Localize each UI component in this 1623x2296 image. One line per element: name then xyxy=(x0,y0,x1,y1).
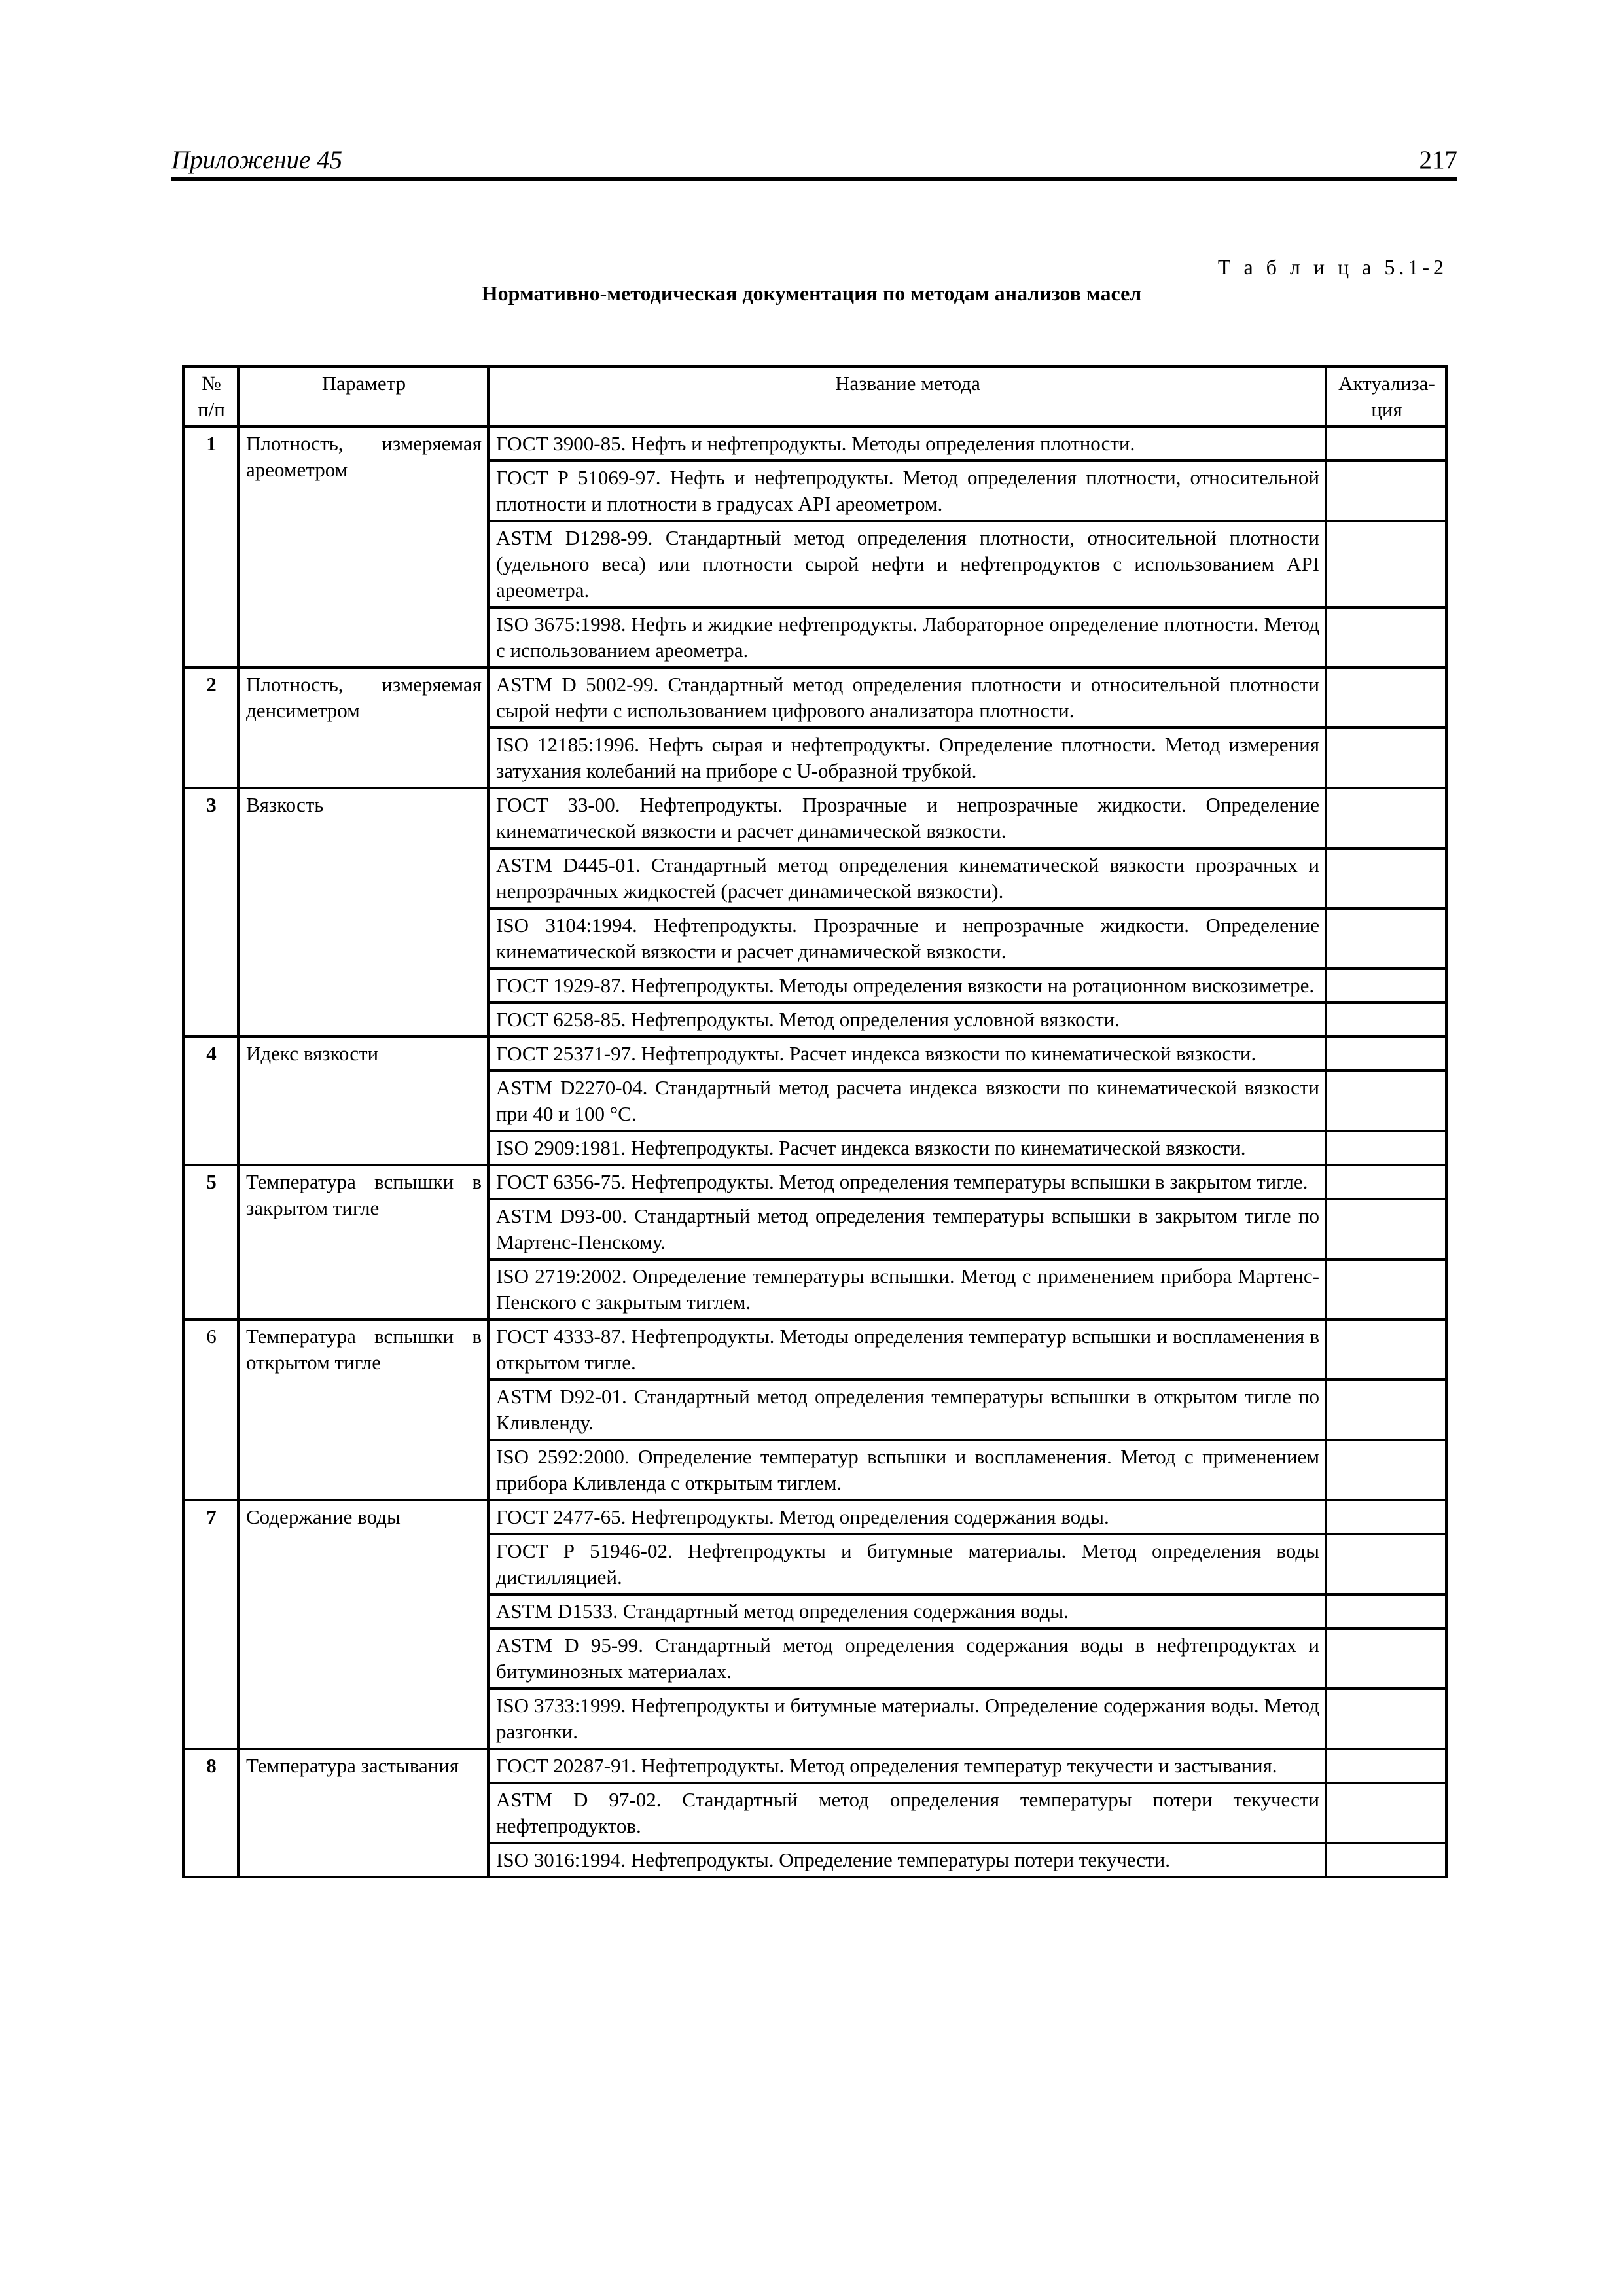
method-cell: ГОСТ 25371-97. Нефтепродукты. Расчет индекса вязкости по кинематической вязкости. xyxy=(488,1037,1326,1071)
table-body xyxy=(183,427,1446,1877)
page-number: 217 xyxy=(1419,146,1457,174)
row-number: 5 xyxy=(183,1165,238,1319)
appendix-title: Приложение 45 xyxy=(171,146,343,174)
actualization-cell xyxy=(1326,1440,1446,1500)
method-cell: ASTM D 97-02. Стандартный метод определения температуры потери текучести нефтепродуктов. xyxy=(488,1783,1326,1843)
method-cell: ISO 2719:2002. Определение температуры вспышки. Метод с применением прибора Мартенс-Пенского с закрытым тиглем. xyxy=(488,1259,1326,1319)
actualization-cell xyxy=(1326,908,1446,969)
method-cell: ASTM D1298-99. Стандартный метод определения плотности, относительной плотности (удельного веса) или плотности сырой нефти и нефтепродуктов с использованием API ареометра. xyxy=(488,521,1326,607)
header-row xyxy=(183,367,1446,427)
method-cell: ISO 3016:1994. Нефтепродукты. Определение температуры потери текучести. xyxy=(488,1843,1326,1877)
actualization-cell xyxy=(1326,788,1446,848)
actualization-cell xyxy=(1326,521,1446,607)
parameter-cell: Идекс вязкости xyxy=(238,1037,488,1165)
actualization-cell xyxy=(1326,1500,1446,1534)
method-cell: ГОСТ Р 51946-02. Нефтепродукты и битумные материалы. Метод определения воды дистилляцией. xyxy=(488,1534,1326,1594)
method-cell: ASTM D2270-04. Стандартный метод расчета индекса вязкости по кинематической вязкости при 40 и 100 °С. xyxy=(488,1071,1326,1131)
actualization-cell xyxy=(1326,1165,1446,1199)
row-number: 8 xyxy=(183,1749,238,1877)
actualization-cell xyxy=(1326,1199,1446,1259)
table-row xyxy=(183,1500,1446,1534)
actualization-cell xyxy=(1326,668,1446,728)
method-cell: ГОСТ 6356-75. Нефтепродукты. Метод определения температуры вспышки в закрытом тигле. xyxy=(488,1165,1326,1199)
actualization-cell xyxy=(1326,1749,1446,1783)
table-row xyxy=(183,1165,1446,1199)
actualization-cell xyxy=(1326,969,1446,1003)
method-cell: ASTM D 5002-99. Стандартный метод определения плотности и относительной плотности сырой нефти с использованием цифрового анализатора плотности. xyxy=(488,668,1326,728)
method-cell: ISO 2909:1981. Нефтепродукты. Расчет индекса вязкости по кинематической вязкости. xyxy=(488,1131,1326,1165)
parameter-cell: Содержание воды xyxy=(238,1500,488,1749)
row-number: 2 xyxy=(183,668,238,788)
col-header-parameter: Параметр xyxy=(238,367,488,427)
table-row xyxy=(183,1037,1446,1071)
parameter-cell: Плотность, измеряемая ареометром xyxy=(238,427,488,668)
method-cell: ГОСТ 33-00. Нефтепродукты. Прозрачные и непрозрачные жидкости. Определение кинематической вязкости и расчет динамической вязкости. xyxy=(488,788,1326,848)
table-row xyxy=(183,668,1446,728)
method-cell: ГОСТ 4333-87. Нефтепродукты. Методы определения температур вспышки и воспламенения в открытом тигле. xyxy=(488,1319,1326,1380)
parameter-cell: Температура вспышки в закрытом тигле xyxy=(238,1165,488,1319)
actualization-cell xyxy=(1326,1037,1446,1071)
row-number: 7 xyxy=(183,1500,238,1749)
method-cell: ГОСТ Р 51069-97. Нефть и нефтепродукты. Метод определения плотности, относительной плотности и плотности в градусах API ареометром. xyxy=(488,461,1326,521)
methods-table xyxy=(182,365,1448,1878)
method-cell: ASTM D445-01. Стандартный метод определения кинематической вязкости прозрачных и непрозрачных жидкостей (расчет динамической вязкости). xyxy=(488,848,1326,908)
method-cell: ASTM D1533. Стандартный метод определения содержания воды. xyxy=(488,1594,1326,1628)
row-number: 4 xyxy=(183,1037,238,1165)
actualization-cell xyxy=(1326,607,1446,668)
parameter-cell: Вязкость xyxy=(238,788,488,1037)
page-header xyxy=(171,145,1457,179)
col-header-num: № п/п xyxy=(183,367,238,427)
table-row xyxy=(183,427,1446,461)
actualization-cell xyxy=(1326,1380,1446,1440)
method-cell: ISO 3733:1999. Нефтепродукты и битумные материалы. Определение содержания воды. Метод разгонки. xyxy=(488,1689,1326,1749)
method-cell: ГОСТ 2477-65. Нефтепродукты. Метод определения содержания воды. xyxy=(488,1500,1326,1534)
actualization-cell xyxy=(1326,1628,1446,1689)
actualization-cell xyxy=(1326,1689,1446,1749)
table-row xyxy=(183,1749,1446,1783)
method-cell: ASTM D92-01. Стандартный метод определения температуры вспышки в открытом тигле по Кливленду. xyxy=(488,1380,1326,1440)
row-number: 3 xyxy=(183,788,238,1037)
table-row xyxy=(183,1319,1446,1380)
method-cell: ISO 2592:2000. Определение температур вспышки и воспламенения. Метод с применением прибора Кливленда с открытым тиглем. xyxy=(488,1440,1326,1500)
parameter-cell: Температура застывания xyxy=(238,1749,488,1877)
header-rule xyxy=(171,177,1457,181)
table-caption: Нормативно-методическая документация по методам анализов масел xyxy=(481,281,1142,305)
actualization-cell xyxy=(1326,1594,1446,1628)
method-cell: ASTM D93-00. Стандартный метод определения температуры вспышки в закрытом тигле по Мартенс-Пенскому. xyxy=(488,1199,1326,1259)
parameter-cell: Температура вспышки в открытом тигле xyxy=(238,1319,488,1500)
method-cell: ISO 3104:1994. Нефтепродукты. Прозрачные и непрозрачные жидкости. Определение кинематической вязкости и расчет динамической вязкости. xyxy=(488,908,1326,969)
table-row xyxy=(183,788,1446,848)
row-number: 6 xyxy=(183,1319,238,1500)
actualization-cell xyxy=(1326,427,1446,461)
actualization-cell xyxy=(1326,1319,1446,1380)
actualization-cell xyxy=(1326,728,1446,788)
parameter-cell: Плотность, измеряемая денсиметром xyxy=(238,668,488,788)
method-cell: ГОСТ 6258-85. Нефтепродукты. Метод определения условной вязкости. xyxy=(488,1003,1326,1037)
method-cell: ASTM D 95-99. Стандартный метод определения содержания воды в нефтепродуктах и битуминозных материалах. xyxy=(488,1628,1326,1689)
method-cell: ISO 12185:1996. Нефть сырая и нефтепродукты. Определение плотности. Метод измерения затухания колебаний на приборе с U-образной трубкой. xyxy=(488,728,1326,788)
actualization-cell xyxy=(1326,1071,1446,1131)
actualization-cell xyxy=(1326,461,1446,521)
method-cell: ISO 3675:1998. Нефть и жидкие нефтепродукты. Лабораторное определение плотности. Метод с использованием ареометра. xyxy=(488,607,1326,668)
method-cell: ГОСТ 20287-91. Нефтепродукты. Метод определения температур текучести и застывания. xyxy=(488,1749,1326,1783)
table-number: Т а б л и ц а 5.1-2 xyxy=(1217,255,1448,279)
method-cell: ГОСТ 3900-85. Нефть и нефтепродукты. Методы определения плотности. xyxy=(488,427,1326,461)
row-number: 1 xyxy=(183,427,238,668)
actualization-cell xyxy=(1326,848,1446,908)
actualization-cell xyxy=(1326,1259,1446,1319)
actualization-cell xyxy=(1326,1783,1446,1843)
actualization-cell xyxy=(1326,1534,1446,1594)
actualization-cell xyxy=(1326,1003,1446,1037)
col-header-method: Название метода xyxy=(488,367,1326,427)
col-header-actualization: Актуализа-ция xyxy=(1326,367,1446,427)
table-header xyxy=(183,367,1446,427)
method-cell: ГОСТ 1929-87. Нефтепродукты. Методы определения вязкости на ротационном вискозиметре. xyxy=(488,969,1326,1003)
actualization-cell xyxy=(1326,1131,1446,1165)
actualization-cell xyxy=(1326,1843,1446,1877)
